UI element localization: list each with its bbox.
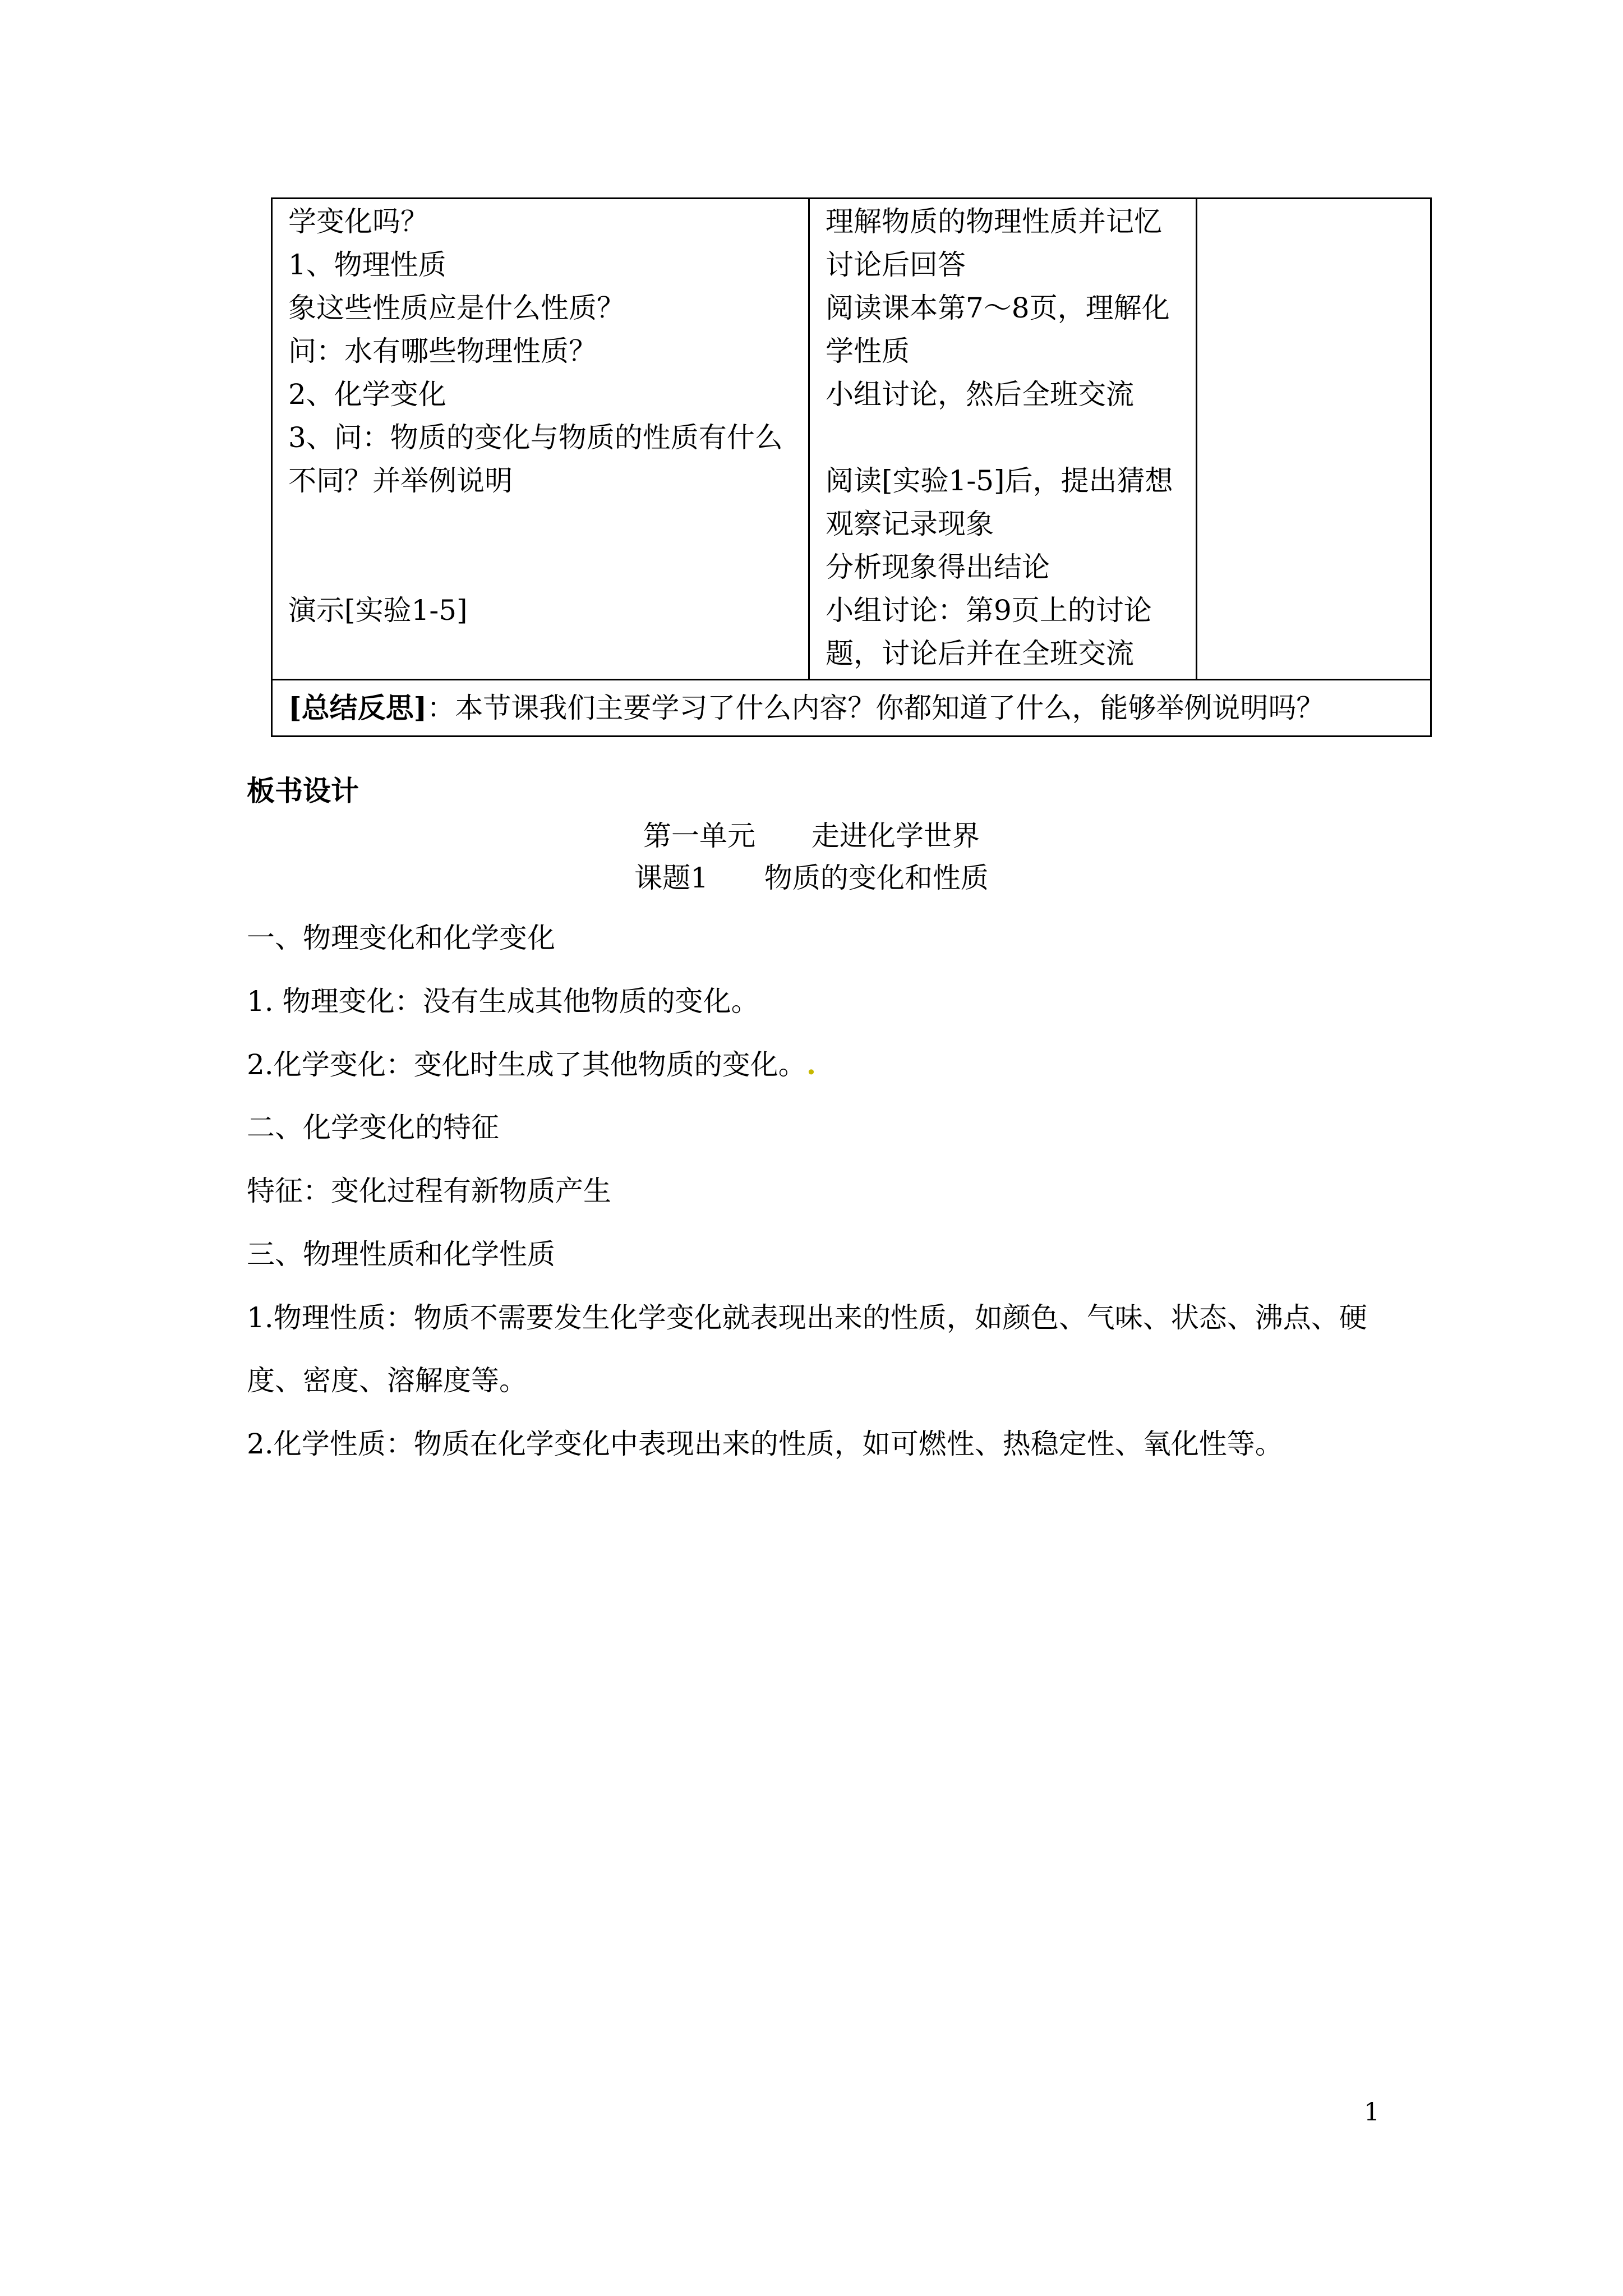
section-2-title: 二、化学变化的特征 [247,1111,499,1144]
student-activity-cell [809,199,1197,680]
lesson-table [271,197,1432,737]
item-physical-change: 1. 物理变化：没有生成其他物质的变化。 [247,985,759,1018]
teacher-line [288,503,808,546]
summary-cell [272,680,1431,737]
item-physical-property-line-2: 度、密度、溶解度等。 [247,1364,527,1397]
board-design-heading: 板书设计 [247,774,359,807]
table-row [272,680,1431,737]
section-1-title: 一、物理变化和化学变化 [247,922,555,954]
teacher-line: 演示[实验1-5] [288,594,468,627]
page-number: 1 [1364,2098,1380,2127]
teacher-activity-cell [272,199,809,680]
teacher-line [288,546,808,589]
summary-text: ：本节课我们主要学习了什么内容？你都知道了什么，能够举例说明吗？ [427,692,1325,724]
item-chemical-change-text: 2.化学变化：变化时生成了其他物质的变化。 [247,1048,806,1081]
student-line: 讨论后回答 [826,249,966,281]
student-line: 阅读课本第7～8页，理解化 [826,292,1170,324]
student-line: 题，讨论后并在全班交流 [826,637,1134,670]
item-chemical-property: 2.化学性质：物质在化学变化中表现出来的性质，如可燃性、热稳定性、氧化性等。 [247,1428,1283,1460]
highlight-mark: . [806,1048,817,1081]
student-line: 小组讨论：第9页上的讨论 [826,594,1152,627]
teacher-line: 不同？并举例说明 [288,464,513,497]
table-row [272,199,1431,680]
item-physical-property-line-1: 1.物理性质：物质不需要发生化学变化就表现出来的性质，如颜色、气味、状态、沸点、硬 [247,1301,1367,1334]
student-line: 小组讨论，然后全班交流 [826,378,1134,411]
notes-cell [1197,199,1431,680]
student-line: 观察记录现象 [826,508,994,540]
topic-title: 课题1 物质的变化和性质 [634,862,989,894]
student-line: 学性质 [826,335,910,367]
teacher-line: 2、化学变化 [288,378,446,411]
teacher-line: 问：水有哪些物理性质？ [288,335,597,367]
summary-label: [总结反思] [288,691,427,724]
teacher-line: 象这些性质应是什么性质？ [288,292,625,324]
teacher-line: 学变化吗？ [288,205,428,238]
section-3-title: 三、物理性质和化学性质 [247,1238,555,1271]
student-line: 分析现象得出结论 [826,551,1050,583]
student-line: 阅读[实验1-5]后，提出猜想 [826,464,1173,497]
teacher-line: 1、物理性质 [288,249,446,281]
unit-title: 第一单元 走进化学世界 [643,820,980,852]
student-line [826,416,1196,459]
item-chemical-change [247,1042,816,1083]
item-feature: 特征：变化过程有新物质产生 [247,1175,611,1207]
teacher-line: 3、问：物质的变化与物质的性质有什么 [288,421,783,454]
student-line: 理解物质的物理性质并记忆 [826,205,1162,238]
